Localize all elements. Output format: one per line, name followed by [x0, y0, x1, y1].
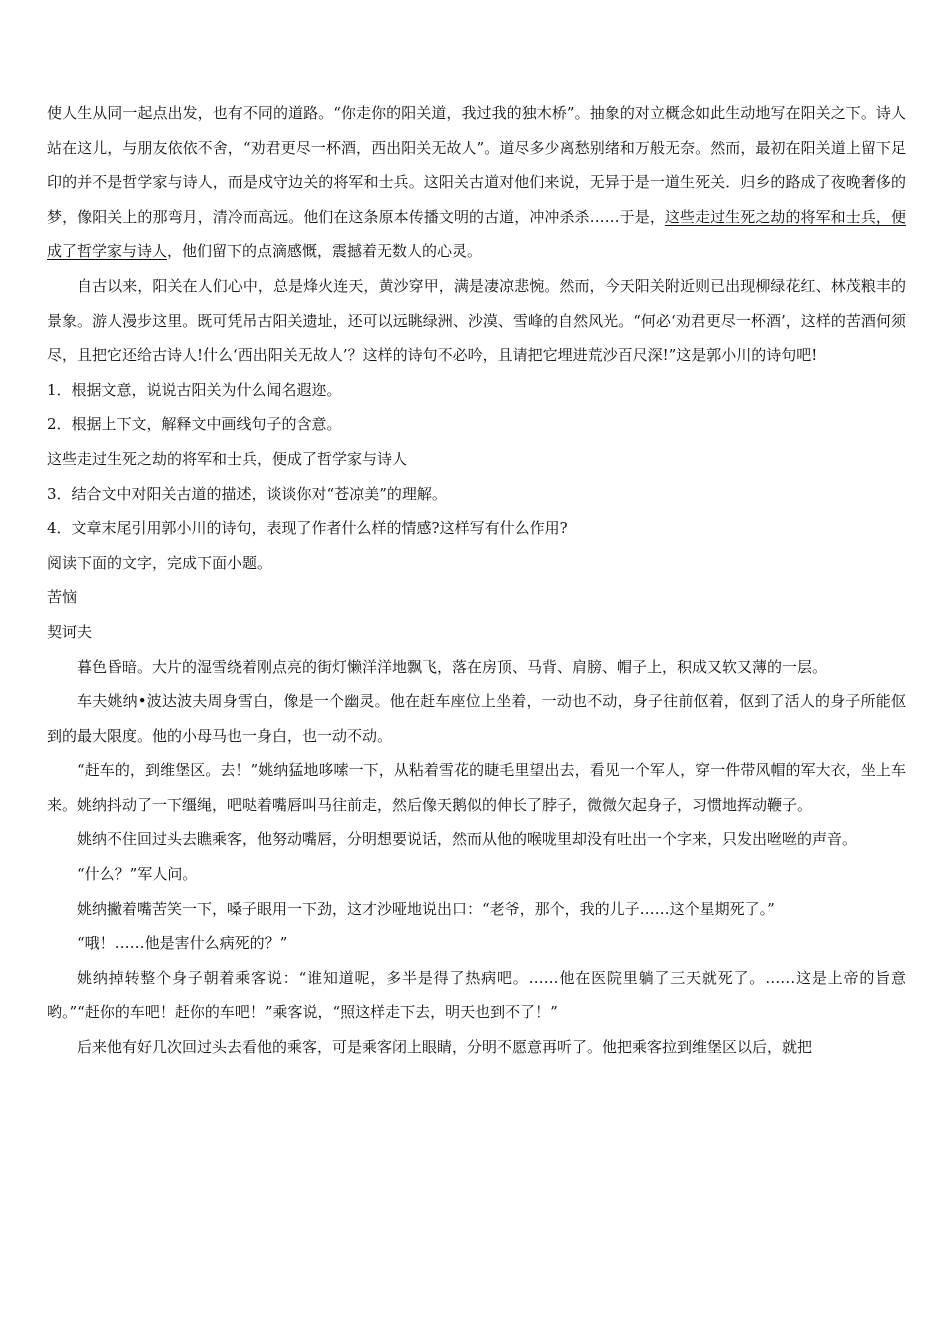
- story-title: 苦恼: [47, 588, 78, 607]
- question-3: 3．结合文中对阳关古道的描述，谈谈你对“苍凉美”的理解。: [47, 484, 447, 503]
- underlined-sentence: 这些走过生死之劫的将军和士兵，便成了哲学家与诗人: [47, 207, 906, 261]
- question-2: 2．根据上下文，解释文中画线句子的含意。: [47, 415, 342, 434]
- story-paragraph: “哦！……他是害什么病死的？”: [77, 934, 288, 953]
- question-1: 1．根据文意，说说古阳关为什么闻名遐迩。: [47, 380, 342, 399]
- reading-instruction: 阅读下面的文字，完成下面小题。: [47, 553, 273, 572]
- passage1-paragraph-2: 自古以来，阳关在人们心中，总是烽火连天，黄沙穿甲，满是凄凉悲惋。然而，今天阳关附近则已出现柳绿花红、林茂粮丰的景象。游人漫步这里。既可凭吊古阳关遗址，还可以远眺绿洲、沙漠、雪峰的自然风光。“何必‘劝君更尽一杯酒’，这样的苦酒何须尽，且把它还给古诗人!什么‘西出阳关无故人’？这样的诗句不必吟，且请把它埋进荒沙百尺深!”这是郭小川的诗句吧!: [47, 276, 906, 365]
- story-paragraph: 暮色昏暗。大片的湿雪绕着刚点亮的街灯懒洋洋地飘飞，落在房顶、马背、肩膀、帽子上，积成又软又薄的一层。: [77, 657, 828, 676]
- story-paragraph: 姚纳撇着嘴苦笑一下，嗓子眼用一下劲，这才沙哑地说出口：“老爷，那个，我的儿子……这个星期死了。”: [77, 899, 775, 918]
- story-paragraph: 姚纳不住回过头去瞧乘客，他努动嘴唇，分明想要说话，然而从他的喉咙里却没有吐出一个字来，只发出咝咝的声音。: [77, 830, 858, 849]
- story-paragraph: “赶车的，到维堡区。去！”姚纳猛地哆嗦一下，从粘着雪花的睫毛里望出去，看见一个军人，穿一件带风帽的军大衣，坐上车来。姚纳抖动了一下缰绳，吧哒着嘴唇叫马往前走，然后像天鹅似的伸长了脖子，微微欠起身子，习惯地挥动鞭子。: [47, 761, 906, 814]
- passage1-paragraph-1: [47, 96, 906, 269]
- question-2-quote: 这些走过生死之劫的将军和士兵，便成了哲学家与诗人: [47, 449, 408, 468]
- story-author: 契诃夫: [47, 622, 93, 641]
- story-paragraph: “什么？”军人问。: [77, 865, 198, 884]
- story-paragraph: 姚纳掉转整个身子朝着乘客说：“谁知道呢，多半是得了热病吧。……他在医院里躺了三天就死了。……这是上帝的旨意哟。”“赶你的车吧！赶你的车吧！”乘客说，“照这样走下去，明天也到不了！”: [47, 968, 906, 1022]
- paragraph-text: 使人生从同一起点出发，也有不同的道路。“你走你的阳关道，我过我的独木桥”。抽象的对立概念如此生动地写在阳关之下。诗人站在这儿，与朋友依依不舍，“劝君更尽一杯酒，西出阳关无故人”。道尽多少离愁别绪和万般无奈。然而，最初在阳关道上留下足印的并不是哲学家与诗人，而是戍守边关的将军和士兵。这阳关古道对他们来说，无异于是一道生死关．归乡的路成了夜晚奢侈的梦，像阳关上的那弯月，清冷而高远。他们在这条原本传播文明的古道，冲冲杀杀……于是，: [47, 104, 906, 226]
- question-4: 4．文章末尾引用郭小川的诗句，表现了作者什么样的情感?这样写有什么作用?: [47, 519, 568, 538]
- story-paragraph: 车夫姚纳•波达波夫周身雪白，像是一个幽灵。他在赶车座位上坐着，一动也不动，身子往前伛着，伛到了活人的身子所能伛到的最大限度。他的小母马也一身白，也一动不动。: [47, 692, 906, 745]
- paragraph-text: ，他们留下的点滴感慨，震撼着无数人的心灵。: [167, 242, 483, 261]
- story-paragraph: 后来他有好几次回过头去看他的乘客，可是乘客闭上眼睛，分明不愿意再听了。他把乘客拉到维堡区以后，就把: [77, 1038, 813, 1057]
